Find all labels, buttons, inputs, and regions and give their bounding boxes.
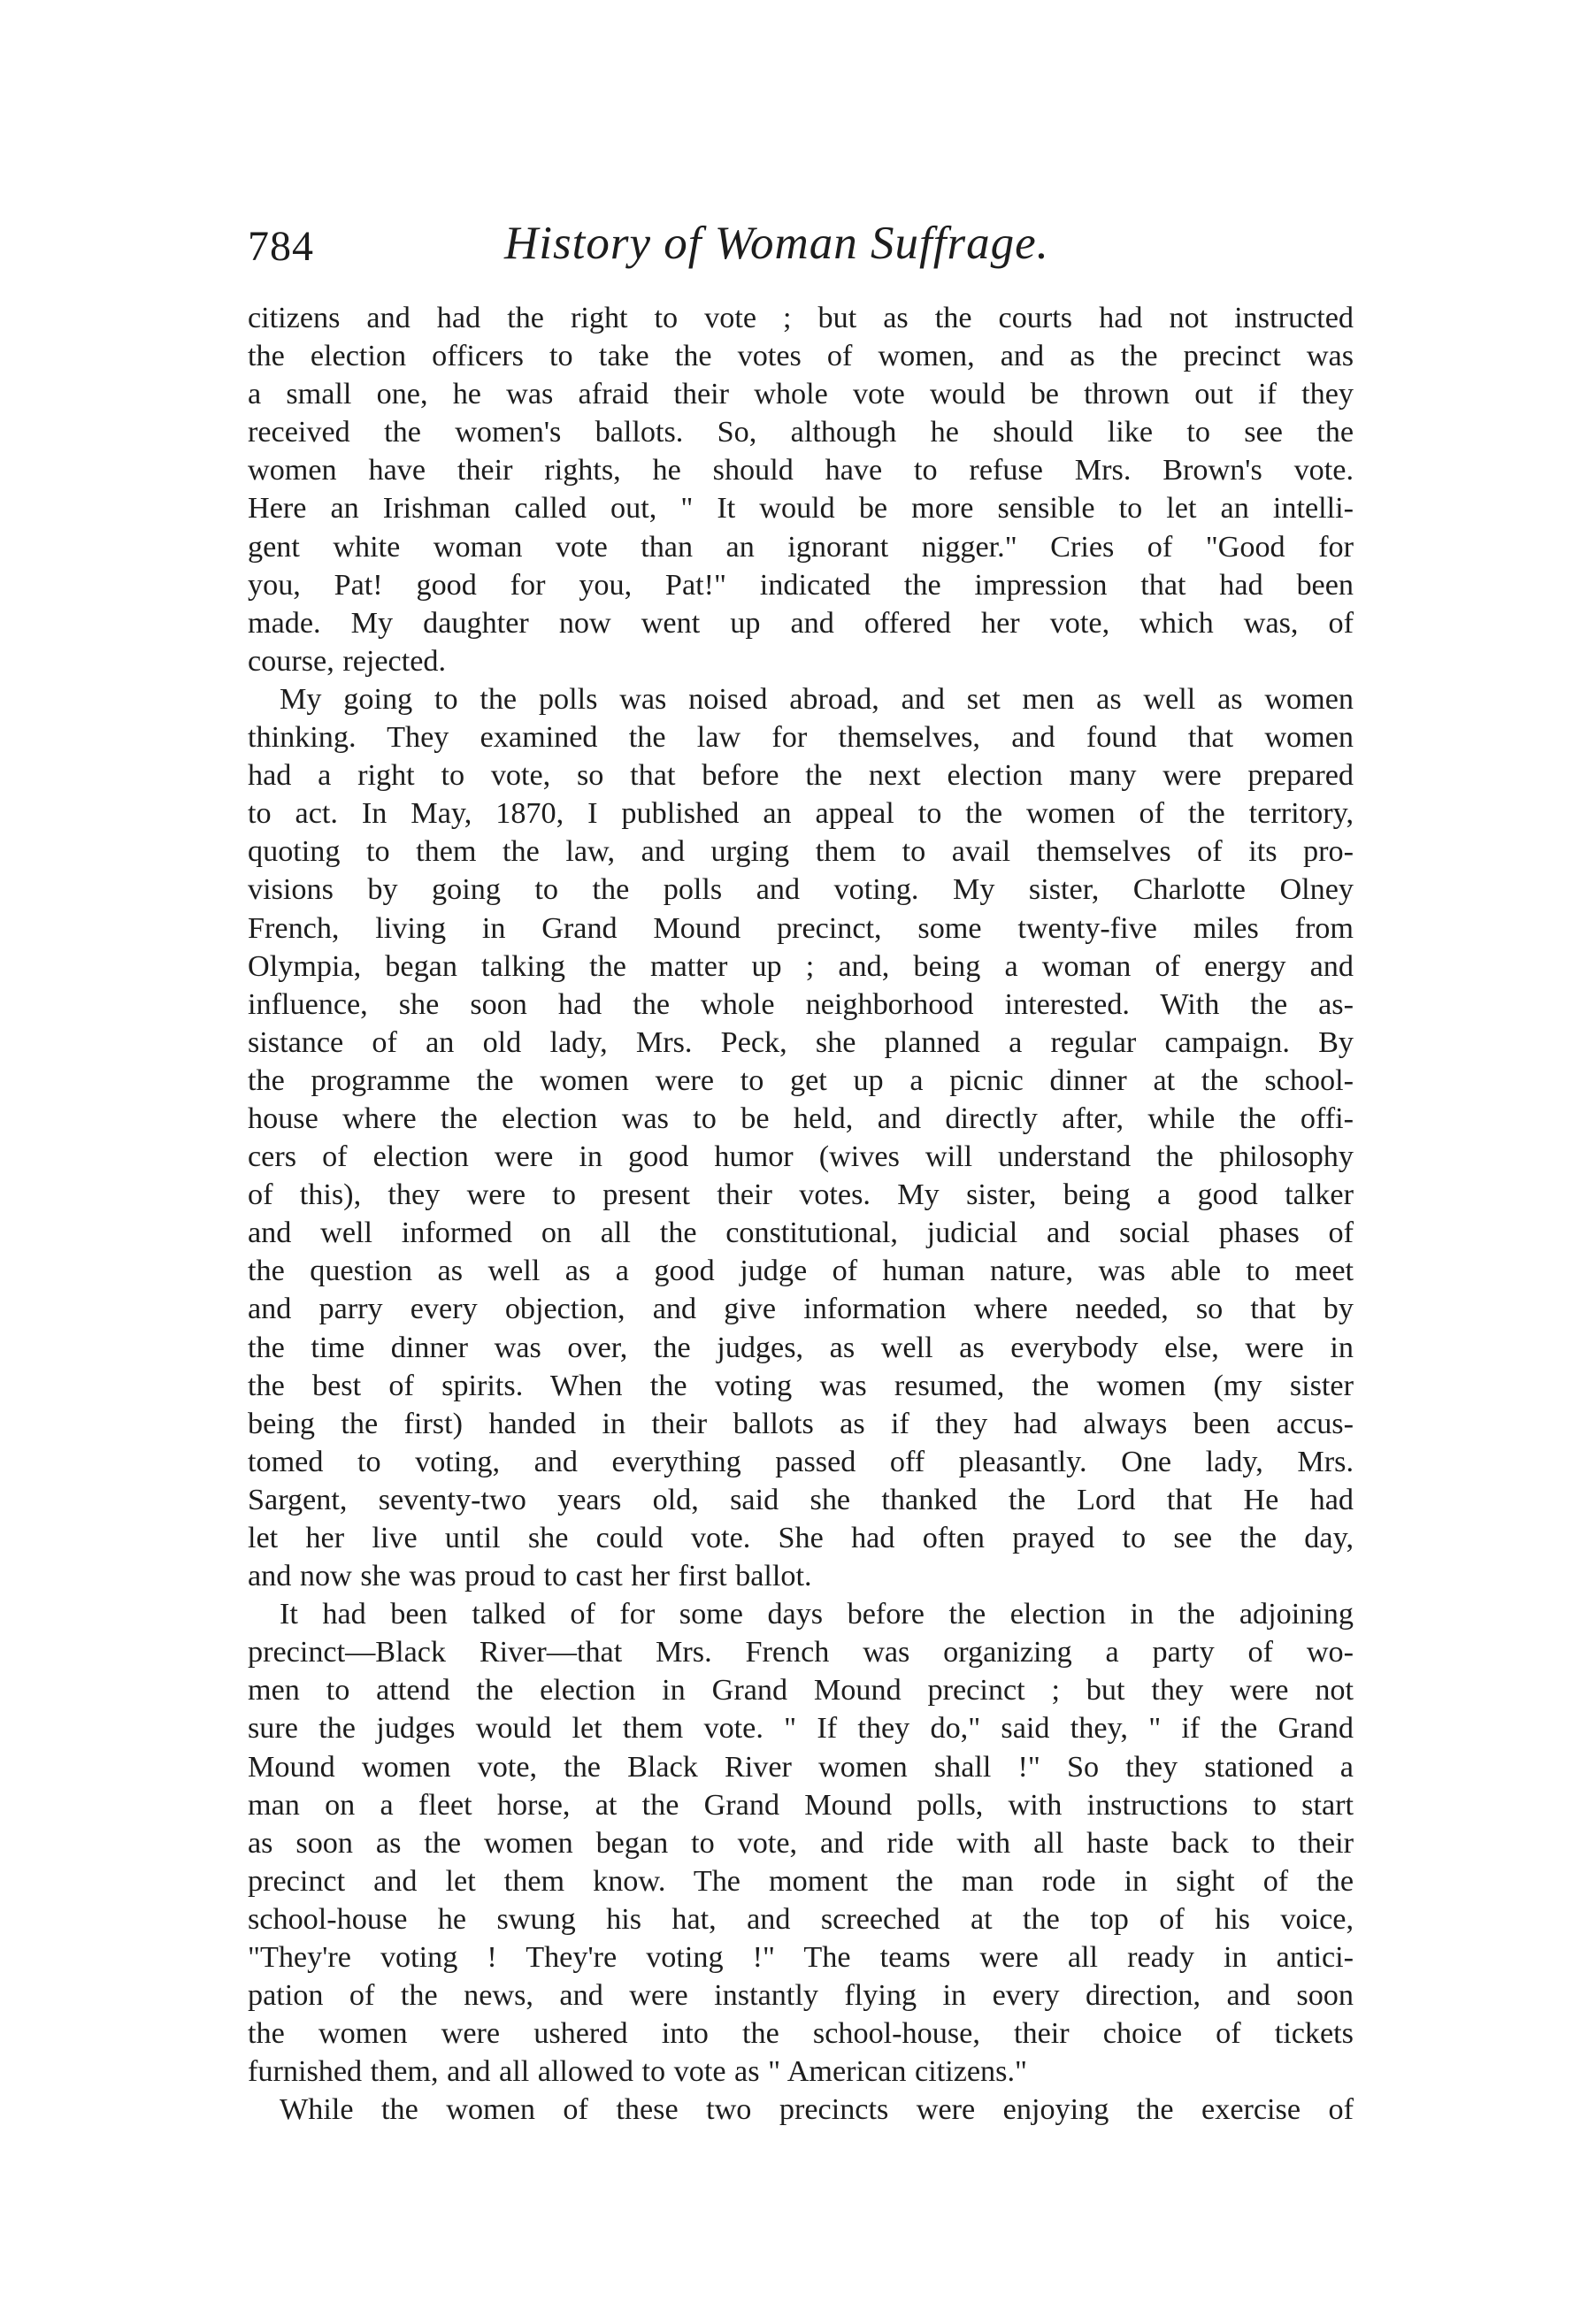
running-title: History of Woman Suffrage. bbox=[504, 218, 1049, 269]
text-line: While the women of these two precincts were enjoying the exercise of bbox=[280, 2093, 1354, 2127]
text-line: sistance of an old lady, Mrs. Peck, she planned a regular campaign. By bbox=[248, 1025, 1354, 1059]
text-line: had a right to vote, so that before the next election many were prepared bbox=[248, 759, 1354, 793]
text-line: the election officers to take the votes of women, and as the precinct was bbox=[248, 340, 1354, 373]
text-line: and well informed on all the constitutional, judicial and social phases of bbox=[248, 1216, 1354, 1250]
text-line: house where the election was to be held, and directly after, while the offi- bbox=[248, 1101, 1354, 1135]
text-line: course, rejected. bbox=[248, 644, 447, 678]
text-line: precinct—Black River—that Mrs. French was organizing a party of wo- bbox=[248, 1636, 1354, 1669]
text-line: the programme the women were to get up a picnic dinner at the school- bbox=[248, 1063, 1354, 1097]
text-line: received the women's ballots. So, although he should like to see the bbox=[248, 416, 1354, 449]
text-line: Olympia, began talking the matter up ; and, being a woman of energy and bbox=[248, 949, 1354, 983]
text-line: women have their rights, he should have to refuse Mrs. Brown's vote. bbox=[248, 454, 1354, 487]
text-line: the best of spirits. When the voting was resumed, the women (my sister bbox=[248, 1369, 1354, 1402]
text-line: Sargent, seventy-two years old, said she thanked the Lord that He had bbox=[248, 1483, 1354, 1516]
text-line: It had been talked of for some days before the election in the adjoining bbox=[280, 1598, 1354, 1631]
text-line: thinking. They examined the law for themselves, and found that women bbox=[248, 721, 1354, 755]
text-line: furnished them, and all allowed to vote as " American citizens." bbox=[248, 2055, 1027, 2089]
text-line: man on a fleet horse, at the Grand Mound polls, with instructions to start bbox=[248, 1788, 1354, 1822]
text-line: men to attend the election in Grand Mound precinct ; but they were not bbox=[248, 1674, 1354, 1708]
body-text bbox=[248, 299, 1354, 2130]
text-line: you, Pat! good for you, Pat!" indicated the impression that had been bbox=[248, 568, 1354, 602]
text-line: made. My daughter now went up and offered her vote, which was, of bbox=[248, 606, 1354, 640]
text-line: sure the judges would let them vote. " If they do," said they, " if the Grand bbox=[248, 1712, 1354, 1746]
text-line: quoting to them the law, and urging them to avail themselves of its pro- bbox=[248, 835, 1354, 869]
text-line: being the first) handed in their ballots as if they had always been accus- bbox=[248, 1407, 1354, 1440]
page-number: 784 bbox=[248, 223, 314, 270]
text-line: pation of the news, and were instantly flying in every direction, and soon bbox=[248, 1979, 1354, 2013]
text-line: a small one, he was afraid their whole vote would be thrown out if they bbox=[248, 378, 1354, 411]
text-line: precinct and let them know. The moment the man rode in sight of the bbox=[248, 1864, 1354, 1898]
text-line: the women were ushered into the school-house, their choice of tickets bbox=[248, 2017, 1354, 2051]
text-line: cers of election were in good humor (wives will understand the philosophy bbox=[248, 1140, 1354, 1174]
text-line: My going to the polls was noised abroad, and set men as well as women bbox=[280, 682, 1354, 716]
text-line: visions by going to the polls and voting. My sister, Charlotte Olney bbox=[248, 873, 1354, 907]
text-line: French, living in Grand Mound precinct, some twenty-five miles from bbox=[248, 911, 1354, 945]
text-line: tomed to voting, and everything passed off pleasantly. One lady, Mrs. bbox=[248, 1445, 1354, 1478]
text-line: Here an Irishman called out, " It would be more sensible to let an intelli- bbox=[248, 492, 1354, 526]
text-line: and parry every objection, and give information where needed, so that by bbox=[248, 1293, 1354, 1326]
text-line: the question as well as a good judge of human nature, was able to meet bbox=[248, 1255, 1354, 1288]
text-line: as soon as the women began to vote, and ride with all haste back to their bbox=[248, 1826, 1354, 1860]
text-line: influence, she soon had the whole neighborhood interested. With the as- bbox=[248, 987, 1354, 1021]
running-head bbox=[248, 215, 1354, 286]
text-line: citizens and had the right to vote ; but as the courts had not instructed bbox=[248, 302, 1354, 334]
text-line: gent white woman vote than an ignorant nigger." Cries of "Good for bbox=[248, 530, 1354, 564]
text-line: school-house he swung his hat, and screeched at the top of his voice, bbox=[248, 1902, 1354, 1936]
text-line: "They're voting ! They're voting !" The teams were all ready in antici- bbox=[248, 1941, 1354, 1975]
text-line: and now she was proud to cast her first ballot. bbox=[248, 1560, 812, 1593]
text-line: the time dinner was over, the judges, as well as everybody else, were in bbox=[248, 1331, 1354, 1364]
text-line: to act. In May, 1870, I published an appeal to the women of the territory, bbox=[248, 797, 1354, 831]
text-line: of this), they were to present their votes. My sister, being a good talker bbox=[248, 1178, 1354, 1212]
text-line: Mound women vote, the Black River women shall !" So they stationed a bbox=[248, 1750, 1354, 1784]
text-line: let her live until she could vote. She had often prayed to see the day, bbox=[248, 1522, 1354, 1554]
